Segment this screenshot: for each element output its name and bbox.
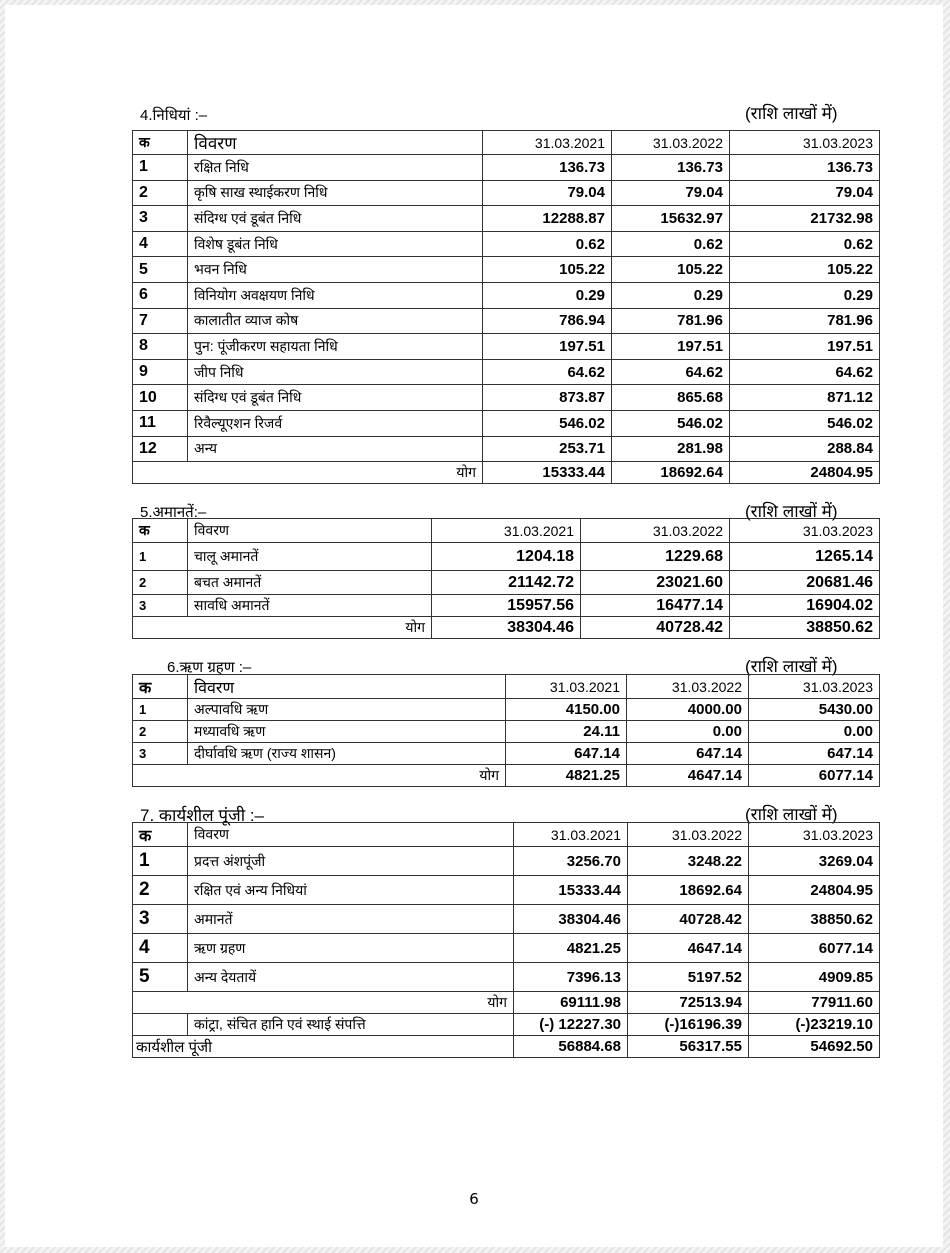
contra-description: कांट्रा, संचित हानि एवं स्थाई संपत्ति (188, 1014, 514, 1036)
value-2022: 64.62 (612, 359, 730, 385)
column-header-sn: क (133, 823, 188, 847)
value-2021: 873.87 (483, 385, 612, 411)
table-row (133, 334, 880, 360)
column-header-2021: 31.03.2021 (506, 675, 627, 699)
working-capital-2023: 54692.50 (749, 1036, 880, 1058)
total-2021: 15333.44 (483, 462, 612, 484)
value-2023: 647.14 (749, 743, 880, 765)
value-2022: 3248.22 (628, 847, 749, 876)
value-2021: 0.29 (483, 282, 612, 308)
working-capital-table (132, 822, 880, 1058)
row-number: 8 (133, 334, 188, 360)
document-page (5, 5, 943, 1247)
total-row (133, 992, 880, 1014)
column-header-2022: 31.03.2022 (628, 823, 749, 847)
value-2022: 1229.68 (581, 543, 730, 571)
value-2021: 21142.72 (432, 571, 581, 595)
table-row (133, 231, 880, 257)
row-description: दीर्घावधि ऋण (राज्य शासन) (188, 743, 506, 765)
working-capital-label: कार्यशील पूंजी (133, 1036, 514, 1058)
value-2021: 7396.13 (514, 963, 628, 992)
row-number: 11 (133, 410, 188, 436)
row-description: सावधि अमानतें (188, 595, 432, 617)
row-number: 9 (133, 359, 188, 385)
total-row (133, 462, 880, 484)
total-2023: 38850.62 (730, 617, 880, 639)
value-2021: 546.02 (483, 410, 612, 436)
total-row (133, 765, 880, 787)
value-2022: 546.02 (612, 410, 730, 436)
row-number: 3 (133, 905, 188, 934)
row-description: विशेष डूबंत निधि (188, 231, 483, 257)
value-2022: 4000.00 (627, 699, 749, 721)
value-2023: 546.02 (730, 410, 880, 436)
value-2022: 281.98 (612, 436, 730, 462)
header-row (133, 823, 880, 847)
value-2022: 4647.14 (628, 934, 749, 963)
column-header-2022: 31.03.2022 (627, 675, 749, 699)
value-2023: 288.84 (730, 436, 880, 462)
row-description: अमानतें (188, 905, 514, 934)
total-2022: 72513.94 (628, 992, 749, 1014)
borrowings-table (132, 674, 880, 787)
unit-label: (राशि लाखों में) (745, 805, 838, 824)
value-2023: 64.62 (730, 359, 880, 385)
column-header-2022: 31.03.2022 (612, 131, 730, 155)
value-2021: 197.51 (483, 334, 612, 360)
total-row (133, 617, 880, 639)
section-title-funds: 4.निधियां :– (140, 107, 208, 124)
header-row (133, 131, 880, 155)
total-2021: 4821.25 (506, 765, 627, 787)
row-description: भवन निधि (188, 257, 483, 283)
value-2023: 79.04 (730, 180, 880, 206)
row-number: 2 (133, 180, 188, 206)
total-label: योग (133, 617, 432, 639)
row-description: मध्यावधि ऋण (188, 721, 506, 743)
column-header-2023: 31.03.2023 (730, 519, 880, 543)
column-header-2023: 31.03.2023 (730, 131, 880, 155)
working-capital-2021: 56884.68 (514, 1036, 628, 1058)
row-number: 4 (133, 231, 188, 257)
total-2021: 69111.98 (514, 992, 628, 1014)
total-label: योग (133, 992, 514, 1014)
table-row (133, 699, 880, 721)
value-2022: 197.51 (612, 334, 730, 360)
total-2023: 77911.60 (749, 992, 880, 1014)
value-2021: 79.04 (483, 180, 612, 206)
header-row (133, 519, 880, 543)
table-row (133, 257, 880, 283)
value-2023: 105.22 (730, 257, 880, 283)
row-description: पुन: पूंजीकरण सहायता निधि (188, 334, 483, 360)
table-row (133, 436, 880, 462)
row-number: 3 (133, 595, 188, 617)
row-description: रक्षित एवं अन्य निधियां (188, 876, 514, 905)
value-2023: 3269.04 (749, 847, 880, 876)
section-title-deposits: 5.अमानतें:– (140, 504, 207, 521)
column-header-2023: 31.03.2023 (749, 823, 880, 847)
value-2023: 4909.85 (749, 963, 880, 992)
unit-label: (राशि लाखों में) (745, 502, 838, 521)
row-number: 7 (133, 308, 188, 334)
value-2021: 3256.70 (514, 847, 628, 876)
row-description: ऋण ग्रहण (188, 934, 514, 963)
value-2023: 0.29 (730, 282, 880, 308)
section-title-working-capital: 7. कार्यशील पूंजी :– (140, 806, 265, 825)
row-number: 2 (133, 876, 188, 905)
total-2022: 18692.64 (612, 462, 730, 484)
value-2023: 6077.14 (749, 934, 880, 963)
row-number: 1 (133, 543, 188, 571)
row-description: बचत अमानतें (188, 571, 432, 595)
row-description: कृषि साख स्थाईकरण निधि (188, 180, 483, 206)
table-row (133, 847, 880, 876)
table-row (133, 155, 880, 181)
row-number: 4 (133, 934, 188, 963)
row-number: 12 (133, 436, 188, 462)
table-row (133, 410, 880, 436)
value-2021: 0.62 (483, 231, 612, 257)
value-2021: 4821.25 (514, 934, 628, 963)
row-number: 3 (133, 743, 188, 765)
row-description: रिवैल्यूएशन रिजर्व (188, 410, 483, 436)
row-description: चालू अमानतें (188, 543, 432, 571)
value-2022: 0.62 (612, 231, 730, 257)
value-2021: 24.11 (506, 721, 627, 743)
table-row (133, 180, 880, 206)
value-2022: 40728.42 (628, 905, 749, 934)
value-2023: 1265.14 (730, 543, 880, 571)
value-2021: 253.71 (483, 436, 612, 462)
row-number: 1 (133, 699, 188, 721)
row-number: 5 (133, 963, 188, 992)
column-header-sn: क (133, 675, 188, 699)
column-header-2021: 31.03.2021 (483, 131, 612, 155)
working-capital-2022: 56317.55 (628, 1036, 749, 1058)
value-2021: 12288.87 (483, 206, 612, 232)
value-2021: 15333.44 (514, 876, 628, 905)
value-2021: 4150.00 (506, 699, 627, 721)
row-description: अन्य देयतायें (188, 963, 514, 992)
column-header-2021: 31.03.2021 (432, 519, 581, 543)
row-number: 10 (133, 385, 188, 411)
column-header-description: विवरण (188, 823, 514, 847)
table-row (133, 385, 880, 411)
value-2022: 136.73 (612, 155, 730, 181)
value-2021: 136.73 (483, 155, 612, 181)
value-2023: 24804.95 (749, 876, 880, 905)
value-2023: 5430.00 (749, 699, 880, 721)
contra-row (133, 1014, 880, 1036)
row-number: 1 (133, 155, 188, 181)
total-label: योग (133, 765, 506, 787)
row-number: 2 (133, 721, 188, 743)
value-2023: 16904.02 (730, 595, 880, 617)
row-number: 2 (133, 571, 188, 595)
value-2022: 0.29 (612, 282, 730, 308)
contra-2022: (-)16196.39 (628, 1014, 749, 1036)
total-2021: 38304.46 (432, 617, 581, 639)
table-row (133, 308, 880, 334)
row-description: अन्य (188, 436, 483, 462)
value-2023: 781.96 (730, 308, 880, 334)
row-number: 3 (133, 206, 188, 232)
value-2022: 15632.97 (612, 206, 730, 232)
unit-label: (राशि लाखों में) (745, 657, 838, 676)
total-2023: 24804.95 (730, 462, 880, 484)
contra-2021: (-) 12227.30 (514, 1014, 628, 1036)
row-number: 1 (133, 847, 188, 876)
value-2021: 647.14 (506, 743, 627, 765)
row-number: 6 (133, 282, 188, 308)
row-description: संदिग्ध एवं डूबंत निधि (188, 385, 483, 411)
value-2022: 23021.60 (581, 571, 730, 595)
row-description: प्रदत्त अंशपूंजी (188, 847, 514, 876)
value-2021: 1204.18 (432, 543, 581, 571)
total-2022: 4647.14 (627, 765, 749, 787)
value-2022: 781.96 (612, 308, 730, 334)
value-2022: 105.22 (612, 257, 730, 283)
table-row (133, 934, 880, 963)
column-header-sn: क (133, 131, 188, 155)
section-title-borrowings: 6.ऋण ग्रहण :– (167, 659, 252, 676)
value-2021: 38304.46 (514, 905, 628, 934)
table-row (133, 571, 880, 595)
value-2023: 197.51 (730, 334, 880, 360)
value-2022: 5197.52 (628, 963, 749, 992)
header-row (133, 675, 880, 699)
value-2021: 105.22 (483, 257, 612, 283)
contra-2023: (-)23219.10 (749, 1014, 880, 1036)
total-2023: 6077.14 (749, 765, 880, 787)
value-2023: 20681.46 (730, 571, 880, 595)
value-2023: 136.73 (730, 155, 880, 181)
empty-cell (133, 1014, 188, 1036)
column-header-description: विवरण (188, 131, 483, 155)
value-2022: 16477.14 (581, 595, 730, 617)
table-row (133, 595, 880, 617)
table-row (133, 721, 880, 743)
column-header-2023: 31.03.2023 (749, 675, 880, 699)
value-2022: 0.00 (627, 721, 749, 743)
row-description: जीप निधि (188, 359, 483, 385)
value-2023: 871.12 (730, 385, 880, 411)
value-2022: 865.68 (612, 385, 730, 411)
working-capital-row (133, 1036, 880, 1058)
column-header-description: विवरण (188, 675, 506, 699)
value-2023: 0.00 (749, 721, 880, 743)
total-label: योग (133, 462, 483, 484)
table-row (133, 359, 880, 385)
column-header-sn: क (133, 519, 188, 543)
table-row (133, 206, 880, 232)
value-2022: 18692.64 (628, 876, 749, 905)
page-number: 6 (469, 1190, 479, 1208)
column-header-2021: 31.03.2021 (514, 823, 628, 847)
table-row (133, 905, 880, 934)
value-2021: 786.94 (483, 308, 612, 334)
unit-label: (राशि लाखों में) (745, 104, 838, 123)
value-2022: 647.14 (627, 743, 749, 765)
column-header-description: विवरण (188, 519, 432, 543)
row-description: संदिग्ध एवं डूबंत निधि (188, 206, 483, 232)
funds-table (132, 130, 880, 484)
value-2022: 79.04 (612, 180, 730, 206)
value-2023: 0.62 (730, 231, 880, 257)
row-description: विनियोग अवक्षयण निधि (188, 282, 483, 308)
total-2022: 40728.42 (581, 617, 730, 639)
row-description: अल्पावधि ऋण (188, 699, 506, 721)
column-header-2022: 31.03.2022 (581, 519, 730, 543)
value-2023: 21732.98 (730, 206, 880, 232)
deposits-table (132, 518, 880, 639)
row-number: 5 (133, 257, 188, 283)
table-row (133, 876, 880, 905)
table-row (133, 543, 880, 571)
row-description: कालातीत व्याज कोष (188, 308, 483, 334)
table-row (133, 282, 880, 308)
row-description: रक्षित निधि (188, 155, 483, 181)
table-row (133, 963, 880, 992)
value-2023: 38850.62 (749, 905, 880, 934)
value-2021: 64.62 (483, 359, 612, 385)
table-row (133, 743, 880, 765)
value-2021: 15957.56 (432, 595, 581, 617)
